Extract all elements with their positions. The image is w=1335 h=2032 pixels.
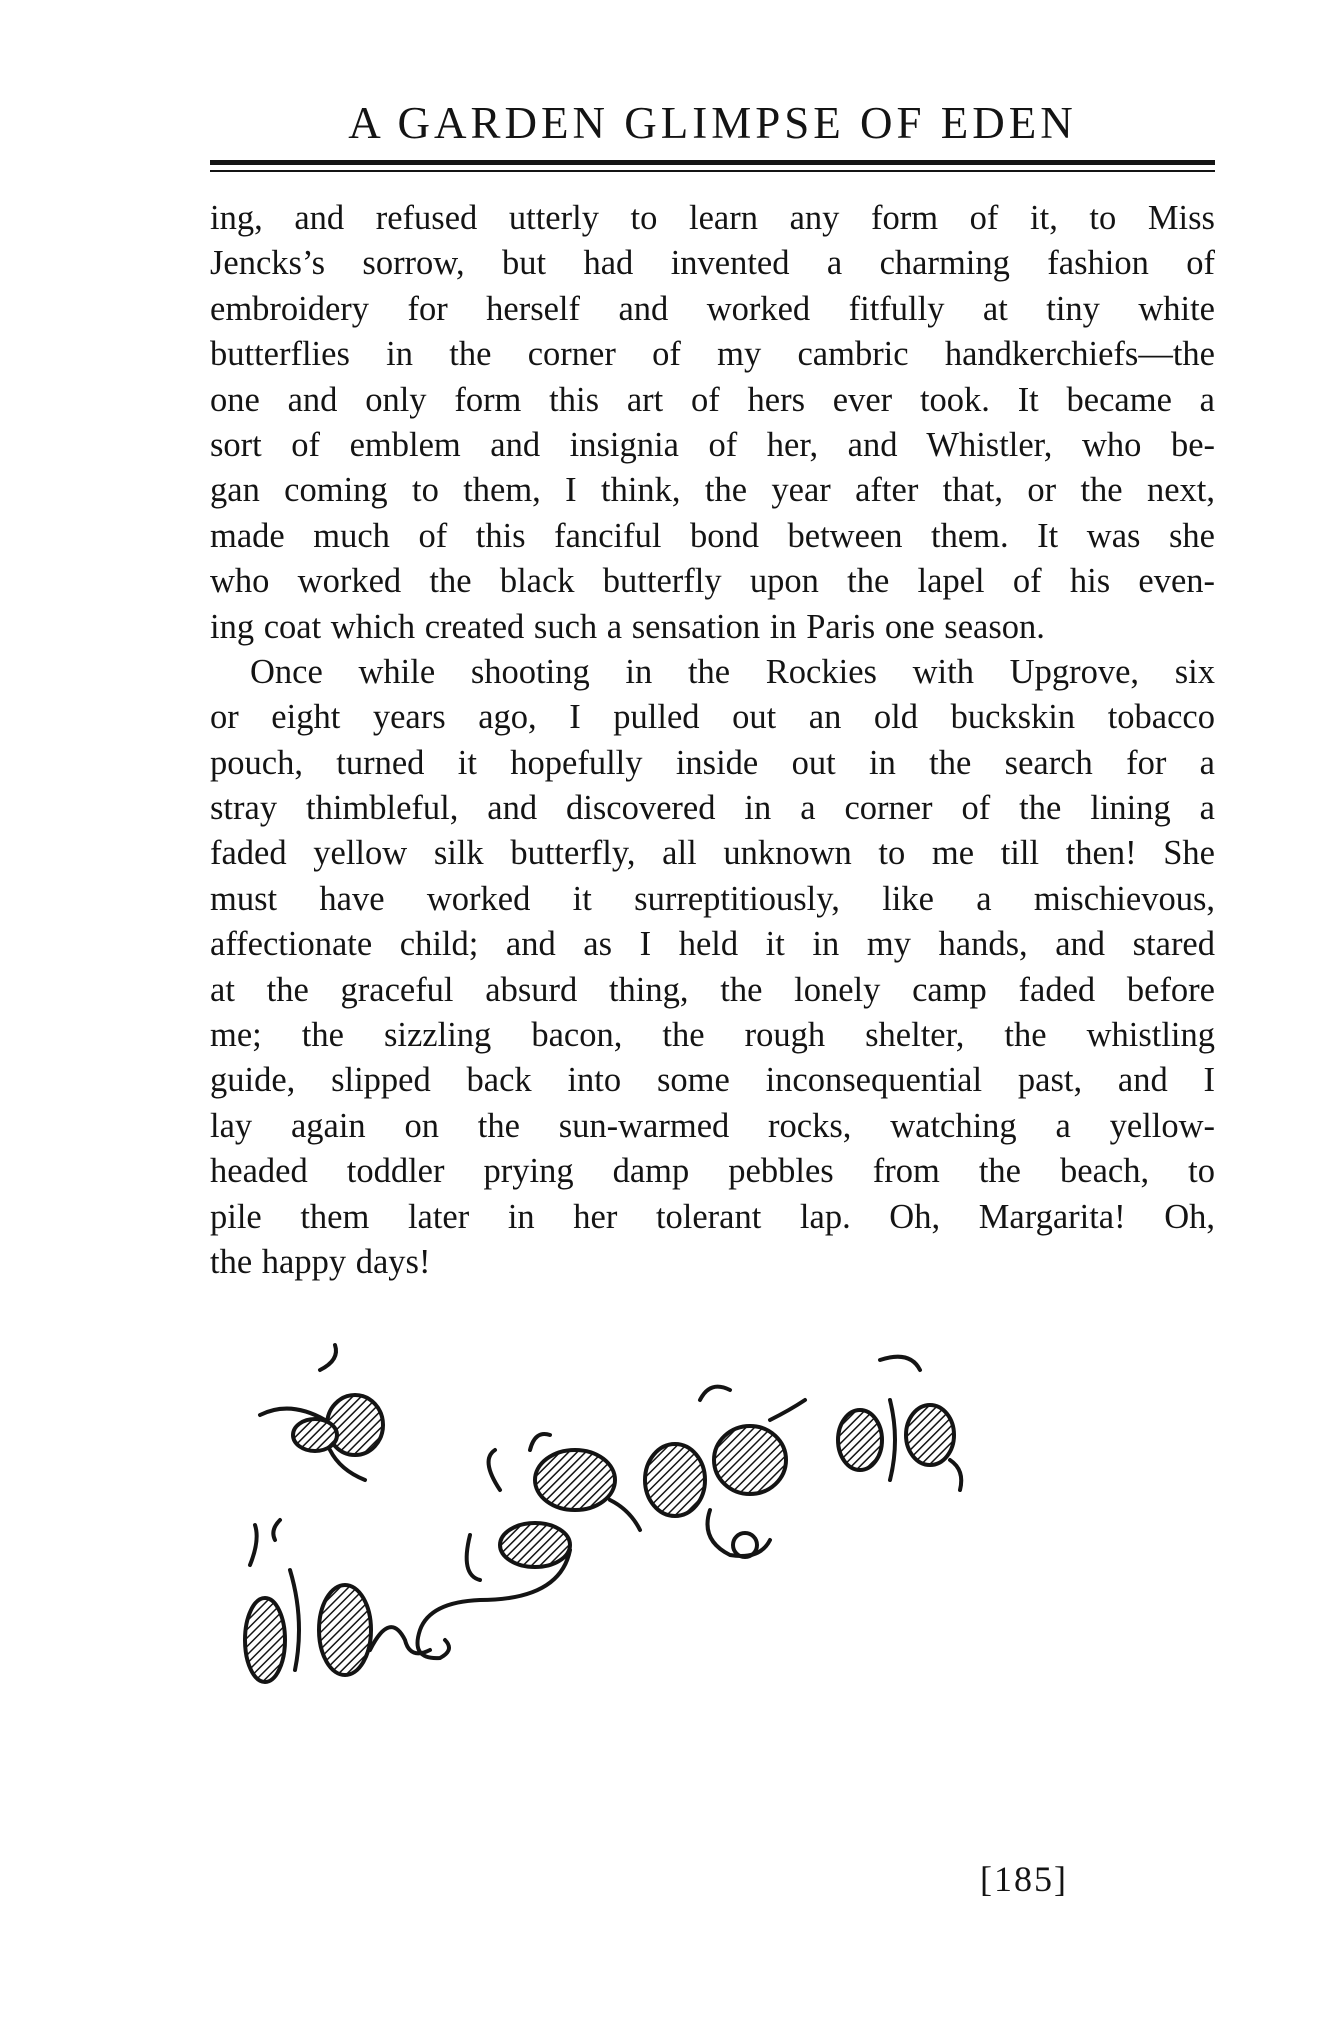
- running-title: A GARDEN GLIMPSE OF EDEN: [348, 98, 1077, 148]
- text-line: the happy days!: [210, 1242, 431, 1281]
- text-line: at the graceful absurd thing, the lonely camp faded before: [210, 970, 1215, 1009]
- text-line: lay again on the sun-warmed rocks, watching a yellow-: [210, 1106, 1215, 1145]
- blossom-icon: [245, 1520, 430, 1682]
- header-rule-thick: [210, 160, 1215, 165]
- text-line: Once while shooting in the Rockies with Upgrove, six: [250, 652, 1215, 691]
- text-line: affectionate child; and as I held it in my hands, and stared: [210, 925, 1215, 964]
- text-line: made much of this fanciful bond between them. It was she: [210, 516, 1215, 555]
- text-line: Jencks’s sorrow, but had invented a charming fashion of: [210, 244, 1215, 283]
- text-line: sort of emblem and insignia of her, and Whistler, who be-: [210, 425, 1215, 464]
- text-line: guide, slipped back into some inconsequential past, and I: [210, 1061, 1215, 1100]
- text-line: ing coat which created such a sensation in Paris one season.: [210, 607, 1045, 646]
- sweet-pea-ornament-icon: [230, 1340, 1190, 1780]
- text-line: or eight years ago, I pulled out an old buckskin tobacco: [210, 698, 1215, 737]
- text-line: headed toddler prying damp pebbles from the beach, to: [210, 1152, 1215, 1191]
- blossom-icon: [838, 1357, 961, 1490]
- text-line: pouch, turned it hopefully inside out in the search for a: [210, 743, 1215, 782]
- text-line: pile them later in her tolerant lap. Oh, Margarita! Oh,: [210, 1197, 1215, 1236]
- text-line: stray thimbleful, and discovered in a corner of the lining a: [210, 789, 1215, 828]
- text-line: embroidery for herself and worked fitfully at tiny white: [210, 289, 1215, 328]
- body-text: [210, 196, 1215, 1285]
- text-line: faded yellow silk butterfly, all unknown to me till then! She: [210, 834, 1215, 873]
- text-line: one and only form this art of hers ever took. It became a: [210, 380, 1215, 419]
- text-line: me; the sizzling bacon, the rough shelter, the whistling: [210, 1016, 1215, 1055]
- page-number: [185]: [980, 1859, 1068, 1899]
- header-rule-thin: [210, 170, 1215, 172]
- text-line: gan coming to them, I think, the year after that, or the next,: [210, 471, 1215, 510]
- blossom-icon: [418, 1434, 641, 1658]
- blossom-icon: [260, 1345, 383, 1480]
- blossom-icon: [645, 1387, 805, 1557]
- text-line: must have worked it surreptitiously, like a mischievous,: [210, 879, 1215, 918]
- text-line: who worked the black butterfly upon the lapel of his even-: [210, 562, 1215, 601]
- text-line: ing, and refused utterly to learn any form of it, to Miss: [210, 199, 1215, 237]
- text-line: butterflies in the corner of my cambric handkerchiefs—the: [210, 335, 1215, 374]
